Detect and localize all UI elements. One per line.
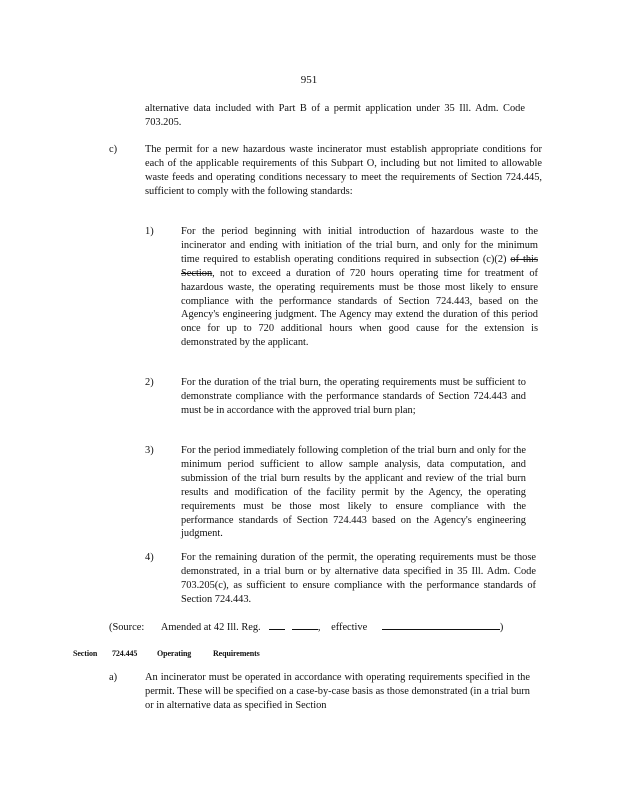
subitem-1-label: 1) [145, 226, 154, 237]
section-heading [0, 647, 618, 659]
page-number: 951 [300, 74, 318, 86]
subitem-2-label: 2) [145, 377, 154, 388]
subitem-1-paragraph [181, 225, 538, 350]
subitem-4-paragraph: For the remaining duration of the permit, the operating requirements must be those demonstrated, in a trial burn or by alternative data specified in 35 Ill. Adm. Code 703.205(c), as sufficient to ensure compliance with the performance standards of Section 724.443. [181, 552, 536, 605]
struck-text: of this Section [181, 253, 538, 279]
register-date-blank [292, 620, 318, 630]
subitem-1-text-before: For the period beginning with initial introduction of hazardous waste to the incinerator and ending with initiation of the trial burn, and only for the minimum time required to establish operating conditions required in subsection (c)(2) [181, 226, 538, 265]
subitem-1-text-after: , not to exceed a duration of 720 hours operating time for treatment of hazardous waste, the operating requirements must be those most likely to ensure compliance with the performance standards of Section 724.443, based on the Agency's engineering judgment. The Agency may extend the duration of this period once for up to 720 additional hours when good cause for the extension is demonstrated by the applicant. [181, 267, 538, 349]
comma: , [317, 622, 321, 633]
section-title-requirements: Requirements [213, 649, 260, 658]
section-number: 724.445 [112, 649, 138, 658]
source-open: (Source: [109, 622, 145, 633]
subitem-3-label: 3) [145, 445, 154, 456]
item-a-label: a) [109, 672, 118, 683]
subitem-4-label: 4) [145, 552, 154, 563]
source-close: ) [499, 622, 504, 633]
item-a-paragraph: An incinerator must be operated in accordance with operating requirements specified in the permit. These will be specified on a case-by-case basis as those demonstrated (in a trial burn or in alternative data as specified in Section [145, 672, 530, 711]
section-word: Section [73, 649, 98, 658]
subitem-3-paragraph: For the period immediately following completion of the trial burn and only for the minimum period sufficient to allow sample analysis, data computation, and submission of the trial burn results by the applicant and review of the trial burn results and modification of the facility permit by the Agency, the operating requirements must be those most likely to ensure compliance with the performance standards of Section 724.443 based on the Agency's engineering judgment. [181, 445, 526, 540]
register-page-blank [269, 620, 285, 630]
subitem-2-paragraph: For the duration of the trial burn, the operating requirements must be sufficient to demonstrate compliance with the performance standards of Section 724.443 and must be in accordance with the approved trial burn plan; [181, 377, 526, 416]
item-c-label: c) [109, 144, 118, 155]
carryover-paragraph: alternative data included with Part B of a permit application under 35 Ill. Adm. Code 703.205. [145, 103, 525, 128]
source-note [109, 620, 503, 635]
effective-date-blank [382, 620, 500, 630]
section-title-operating: Operating [157, 649, 192, 658]
source-effective: effective [331, 622, 368, 633]
source-amended: Amended at 42 Ill. Reg. [160, 622, 261, 633]
item-c-paragraph: The permit for a new hazardous waste incinerator must establish appropriate conditions for each of the applicable requirements of this Subpart O, including but not limited to allowable waste feeds and operating conditions necessary to meet the requirements of Section 724.445, sufficient to comply with the following standards: [145, 144, 542, 197]
